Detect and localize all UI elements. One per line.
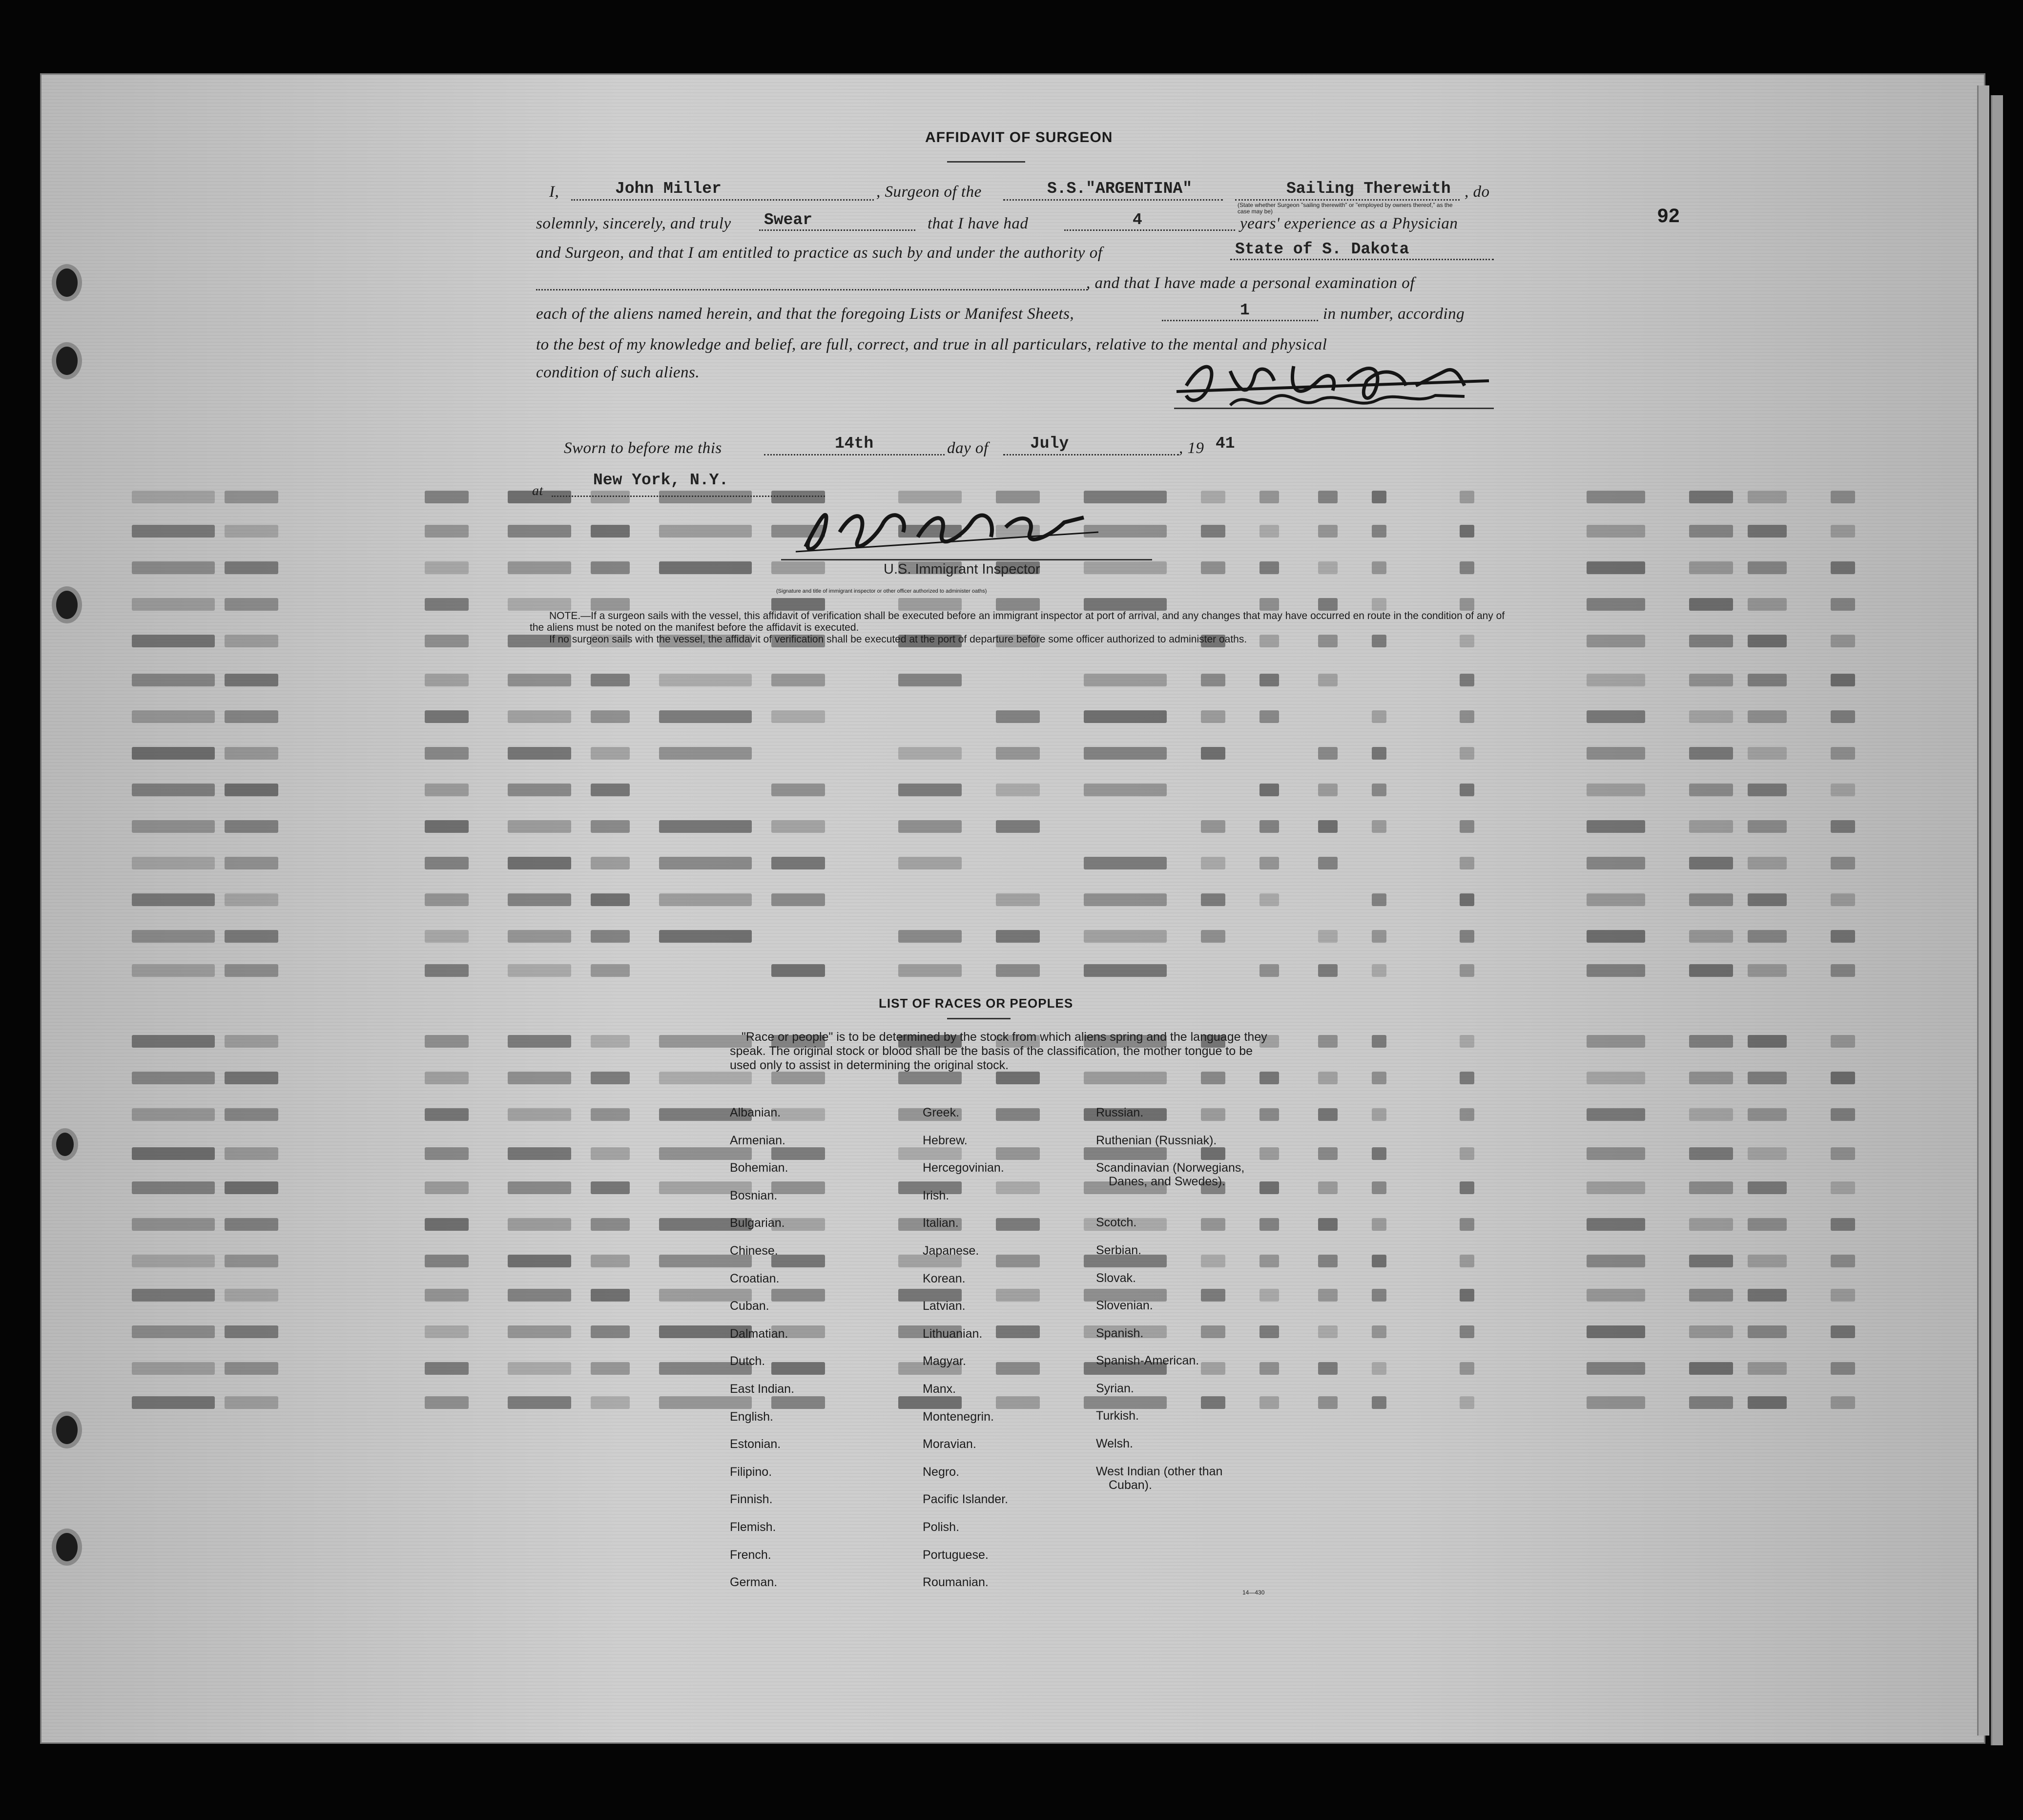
- sailing-status: Sailing Therewith: [1286, 180, 1451, 198]
- sworn-label: Sworn to before me this: [564, 439, 722, 457]
- bleed-through-row: [122, 674, 1904, 690]
- race-item: Chinese.: [730, 1244, 778, 1258]
- race-item: Italian.: [923, 1216, 959, 1230]
- oath-word: Swear: [764, 211, 813, 229]
- race-item: Dalmatian.: [730, 1326, 788, 1341]
- race-item: Serbian.: [1096, 1243, 1142, 1257]
- bleed-through-row: [122, 1147, 1904, 1164]
- bleed-through-row: [122, 1072, 1904, 1088]
- race-item: Japanese.: [923, 1244, 979, 1258]
- bleed-through-row: [122, 857, 1904, 873]
- race-item: Manx.: [923, 1382, 956, 1396]
- bleed-through-row: [122, 747, 1904, 764]
- sailing-line: [1235, 199, 1460, 201]
- affidavit-line2-b: that I have had: [928, 215, 1029, 232]
- sworn-month: July: [1030, 434, 1069, 453]
- binder-hole: [56, 1416, 78, 1444]
- race-item: Slovak.: [1096, 1271, 1136, 1285]
- surgeon-signature: [1172, 352, 1504, 420]
- sworn-day: 14th: [835, 434, 874, 453]
- authority-continuation-line: [536, 289, 1088, 290]
- affidavit-line5-a: each of the aliens named herein, and that the foregoing Lists or Manifest Sheets,: [536, 305, 1074, 323]
- affidavit-line6: to the best of my knowledge and belief, are full, correct, and true in all particulars, relative to the mental and physical: [536, 336, 1327, 353]
- binder-hole: [56, 1133, 74, 1156]
- form-number: 14—430: [1242, 1589, 1265, 1596]
- race-item: Armenian.: [730, 1133, 785, 1147]
- surgeon-signature-line: [1174, 408, 1494, 409]
- race-item: Lithuanian.: [923, 1326, 983, 1341]
- sheets-count: 1: [1240, 301, 1250, 319]
- race-item: Estonian.: [730, 1437, 781, 1451]
- race-item: Polish.: [923, 1520, 960, 1534]
- affidavit-line4-b: , and that I have made a personal examination of: [1086, 274, 1415, 292]
- race-item: Scandinavian (Norwegians,: [1096, 1161, 1245, 1175]
- affidavit-i: I,: [549, 183, 559, 201]
- bleed-through-row: [122, 893, 1904, 910]
- bleed-through-row: [122, 1362, 1904, 1379]
- race-item: Pacific Islander.: [923, 1492, 1009, 1507]
- day-of-label: day of: [947, 439, 989, 457]
- year-suffix: 41: [1216, 434, 1235, 453]
- race-item: Hercegovinian.: [923, 1161, 1004, 1175]
- race-item: Cuban).: [1109, 1478, 1152, 1492]
- races-intro: "Race or people" is to be determined by the stock from which aliens spring and the language they speak. The original stock or blood shall be the basis of the classification, the mother tongue to be used only to assist in determining the original stock.: [730, 1030, 1267, 1072]
- bleed-through-row: [122, 710, 1904, 727]
- affidavit-line7: condition of such aliens.: [536, 364, 700, 381]
- inspector-signature-line: [781, 559, 1152, 560]
- race-item: German.: [730, 1575, 778, 1590]
- race-item: Hebrew.: [923, 1133, 968, 1147]
- race-item: English.: [730, 1409, 773, 1424]
- race-item: Negro.: [923, 1465, 960, 1479]
- race-item: Syrian.: [1096, 1382, 1134, 1395]
- affidavit-line2-a: solemnly, sincerely, and truly: [536, 215, 731, 232]
- race-item: Moravian.: [923, 1437, 976, 1451]
- affidavit-line2-c: years' experience as a Physician: [1240, 215, 1458, 232]
- race-item: Latvian.: [923, 1299, 966, 1313]
- day-line: [764, 454, 945, 455]
- race-item: French.: [730, 1548, 771, 1562]
- ship-line: [1003, 199, 1223, 201]
- page-number: 92: [1657, 205, 1680, 227]
- affidavit-title: AFFIDAVIT OF SURGEON: [925, 129, 1113, 145]
- ship-name: S.S."ARGENTINA": [1047, 180, 1193, 198]
- race-item: Finnish.: [730, 1492, 773, 1507]
- authority-line: [1230, 259, 1494, 260]
- binder-hole: [56, 347, 78, 375]
- surgeon-name: John Miller: [615, 180, 722, 198]
- race-item: Russian.: [1096, 1106, 1144, 1119]
- race-item: Bosnian.: [730, 1188, 778, 1202]
- race-item: Scotch.: [1096, 1216, 1137, 1229]
- race-item: Portuguese.: [923, 1548, 989, 1562]
- race-item: West Indian (other than: [1096, 1465, 1223, 1478]
- surgeon-of-label: , Surgeon of the: [876, 183, 982, 201]
- sailing-status-note: (State whether Surgeon "sailing therewith" or "employed by owners thereof," as the case may be): [1238, 202, 1453, 215]
- binder-hole: [56, 269, 78, 297]
- note-paragraph-1: NOTE.—If a surgeon sails with the vessel, this affidavit of verification shall be executed before an immigrant inspector at port of arrival, and any changes that may have occurred en route in the condition of any of the aliens must be noted on the manifest before the affidavit is executed.: [530, 610, 1505, 633]
- race-item: Bohemian.: [730, 1161, 788, 1175]
- page-edge: [1991, 95, 2003, 1745]
- race-item: Albanian.: [730, 1106, 781, 1119]
- bleed-through-row: [122, 1255, 1904, 1271]
- race-item: Greek.: [923, 1106, 960, 1119]
- affidavit-line5-b: in number, according: [1323, 305, 1465, 323]
- races-title: LIST OF RACES OR PEOPLES: [879, 996, 1073, 1011]
- binder-hole: [56, 591, 78, 619]
- bleed-through-row: [122, 1181, 1904, 1198]
- oath-line: [759, 229, 915, 231]
- binder-hole: [56, 1533, 78, 1561]
- note-paragraph-2: If no surgeon sails with the vessel, the affidavit of verification shall be executed at the port of departure before some officer authorized to administer oaths.: [549, 634, 1247, 645]
- bleed-through-row: [122, 1325, 1904, 1342]
- bleed-through-row: [122, 1396, 1904, 1413]
- sworn-place: New York, N.Y.: [593, 471, 729, 489]
- year-prefix: , 19: [1179, 439, 1204, 457]
- race-item: Filipino.: [730, 1465, 772, 1479]
- do-label: , do: [1465, 183, 1490, 201]
- race-item: Montenegrin.: [923, 1409, 994, 1424]
- race-item: Magyar.: [923, 1354, 966, 1368]
- affidavit-line3-a: and Surgeon, and that I am entitled to practice as such by and under the authority of: [536, 244, 1103, 262]
- inspector-title: U.S. Immigrant Inspector: [884, 561, 1040, 577]
- month-line: [1003, 454, 1179, 455]
- page-edge: [1977, 85, 1989, 1736]
- bleed-through-row: [122, 1218, 1904, 1235]
- bleed-through-row: [122, 1289, 1904, 1305]
- surgeon-name-line: [571, 199, 874, 201]
- title-rule: [947, 161, 1025, 163]
- bleed-through-row: [122, 964, 1904, 981]
- race-item: Ruthenian (Russniak).: [1096, 1134, 1217, 1147]
- bleed-through-row: [122, 820, 1904, 837]
- race-item: Spanish.: [1096, 1326, 1144, 1340]
- years-experience: 4: [1133, 211, 1142, 229]
- bleed-through-row: [122, 1108, 1904, 1125]
- race-item: Cuban.: [730, 1299, 769, 1313]
- authority: State of S. Dakota: [1235, 240, 1409, 258]
- race-item: Korean.: [923, 1271, 966, 1285]
- race-item: Slovenian.: [1096, 1299, 1153, 1312]
- at-label: at: [532, 483, 543, 498]
- race-item: Bulgarian.: [730, 1216, 785, 1230]
- race-item: Flemish.: [730, 1520, 776, 1534]
- race-item: Spanish-American.: [1096, 1354, 1199, 1367]
- race-item: East Indian.: [730, 1382, 795, 1396]
- inspector-caption: (Signature and title of immigrant inspector or other officer authorized to administer oaths): [776, 588, 987, 594]
- race-item: Roumanian.: [923, 1575, 989, 1590]
- race-item: Turkish.: [1096, 1409, 1139, 1423]
- races-title-rule: [947, 1018, 1011, 1019]
- race-item: Croatian.: [730, 1271, 780, 1285]
- race-item: Welsh.: [1096, 1437, 1133, 1450]
- race-item: Danes, and Swedes).: [1109, 1175, 1226, 1188]
- bleed-through-row: [122, 930, 1904, 947]
- inspector-signature: [786, 498, 1128, 561]
- race-item: Irish.: [923, 1188, 950, 1202]
- race-item: Dutch.: [730, 1354, 765, 1368]
- bleed-through-row: [122, 784, 1904, 800]
- place-line: [552, 496, 825, 497]
- sheets-line: [1162, 320, 1318, 321]
- years-line: [1064, 229, 1235, 231]
